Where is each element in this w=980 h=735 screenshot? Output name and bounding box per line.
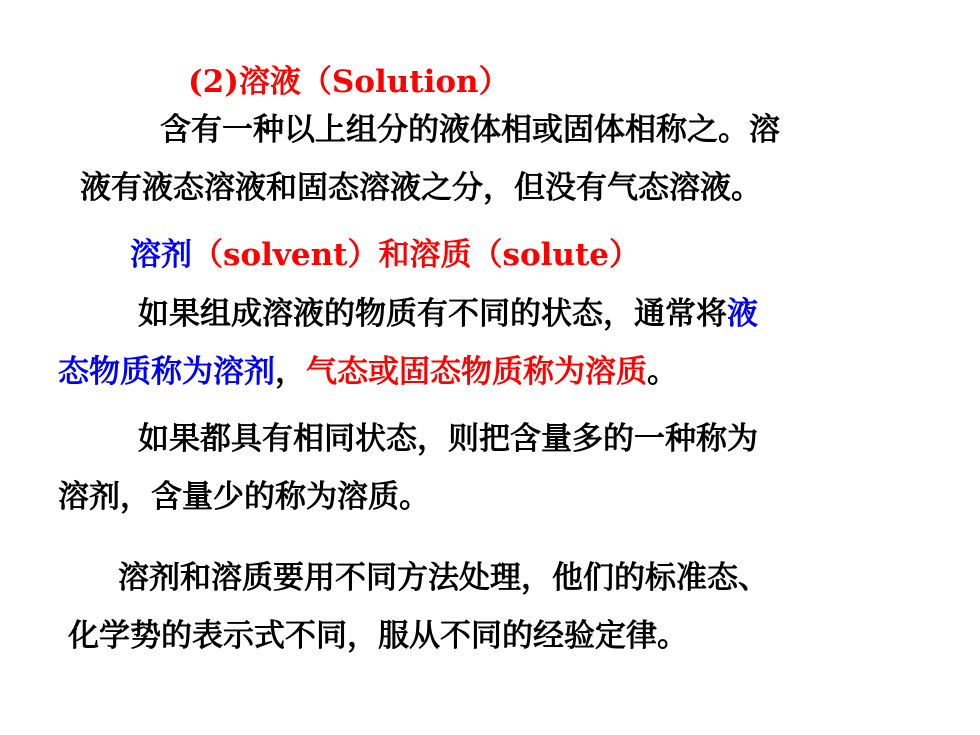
section-paren-open: （ — [300, 64, 332, 100]
definition-line-1: 含有一种以上组分的液体相或固体相称之。溶 — [160, 112, 780, 148]
rule1-comma: ， — [275, 354, 306, 390]
solvent-english: solvent — [223, 237, 348, 273]
rule1-text: 如果组成溶液的物质有不同的状态，通常将 — [138, 296, 727, 332]
section-heading — [188, 62, 510, 102]
rule2-line-2: 溶剂，含量少的称为溶质。 — [58, 479, 430, 515]
rule1-solvent-start: 液 — [727, 296, 758, 332]
subheading — [130, 235, 640, 275]
rule1-solute-definition: 气态或固态物质称为溶质 — [306, 354, 647, 390]
rule2-line-1: 如果都具有相同状态，则把含量多的一种称为 — [138, 421, 758, 457]
solute-paren-open: （ — [471, 237, 503, 273]
note-line-2: 化学势的表示式不同，服从不同的经验定律。 — [68, 618, 688, 654]
section-english-title: Solution — [331, 64, 479, 100]
solvent-paren-open: （ — [192, 237, 223, 273]
note-line-1: 溶剂和溶质要用不同方法处理，他们的标准态、 — [118, 560, 769, 596]
rule1-period: 。 — [647, 354, 678, 390]
and-word: 和 — [378, 237, 410, 273]
section-title: 溶液 — [238, 64, 301, 100]
definition-line-2: 液有液态溶液和固态溶液之分，但没有气态溶液。 — [80, 170, 762, 206]
solute-term: 溶质 — [409, 237, 472, 273]
solute-paren-close: ） — [609, 237, 640, 273]
solvent-term: 溶剂 — [130, 237, 192, 273]
solvent-paren-close: ） — [347, 237, 379, 273]
solute-english: solute — [502, 237, 609, 273]
rule1-solvent-definition: 态物质称为溶剂 — [58, 354, 275, 390]
rule1-line-2 — [58, 352, 678, 392]
section-number: (2) — [188, 64, 239, 100]
section-paren-close: ） — [478, 64, 510, 100]
rule1-line-1 — [138, 294, 758, 334]
